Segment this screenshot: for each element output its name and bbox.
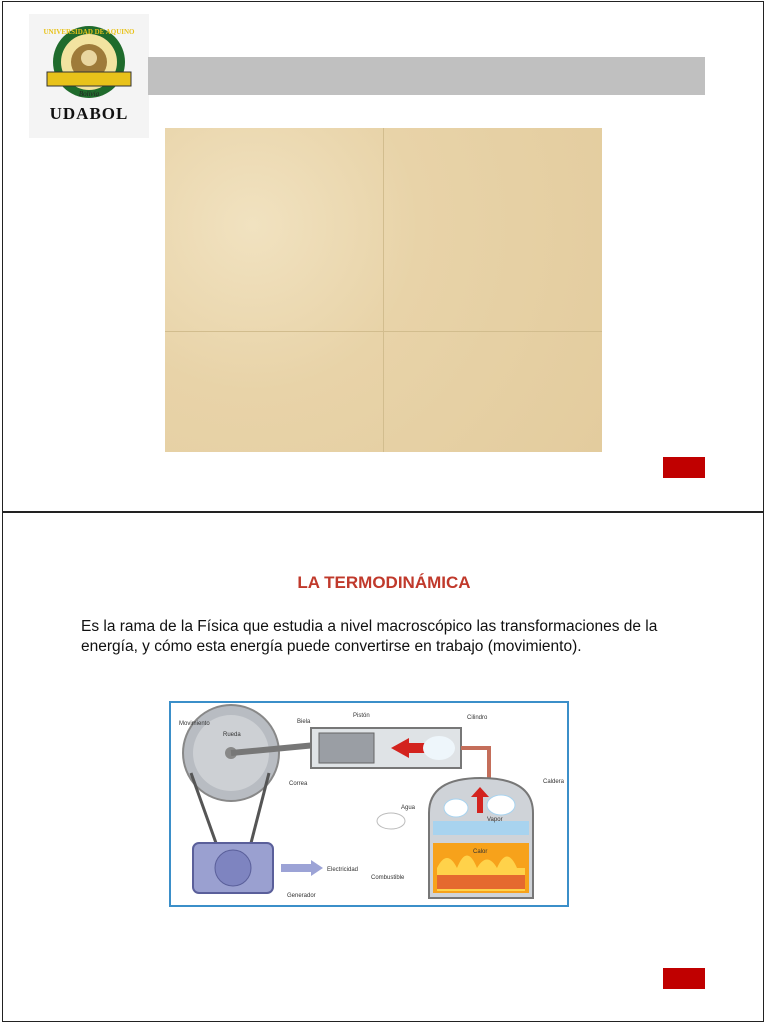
slide-marker bbox=[663, 457, 705, 478]
parchment-background bbox=[165, 128, 602, 452]
label-cilindro: Cilindro bbox=[467, 715, 488, 721]
title-bar bbox=[148, 57, 705, 95]
steam-engine-diagram bbox=[169, 701, 569, 907]
logo-country: Bolivia bbox=[78, 90, 100, 98]
label-generador: Generador bbox=[287, 893, 316, 899]
label-electricidad: Electricidad bbox=[327, 867, 359, 873]
label-combustible: Combustible bbox=[371, 875, 405, 881]
label-vapor: Vapor bbox=[487, 817, 503, 823]
logo-university-text: UNIVERSIDAD DE AQUINO bbox=[43, 28, 135, 36]
label-biela: Biela bbox=[297, 719, 311, 725]
label-piston: Pistón bbox=[353, 713, 370, 719]
divider bbox=[165, 331, 602, 332]
slide-paragraph: Es la rama de la Física que estudia a nivel macroscópico las transformaciones de la energía, y cómo esta energía puede convertirse en trabajo (movimiento). bbox=[81, 618, 658, 655]
label-correa: Correa bbox=[289, 781, 308, 787]
label-calor: Calor bbox=[473, 849, 488, 855]
label-movimiento: Movimiento bbox=[179, 721, 210, 727]
udabol-logo bbox=[29, 14, 149, 138]
slide-marker bbox=[663, 968, 705, 989]
slide-2 bbox=[2, 512, 764, 1022]
university-crest-icon bbox=[41, 22, 137, 102]
label-rueda: Rueda bbox=[223, 732, 241, 738]
logo-name: UDABOL bbox=[49, 104, 129, 123]
slide-title: LA TERMODINÁMICA bbox=[297, 573, 471, 592]
label-caldera: Caldera bbox=[543, 779, 565, 785]
divider bbox=[383, 128, 384, 452]
piston-icon bbox=[319, 733, 374, 763]
slide-1 bbox=[2, 1, 764, 512]
label-agua: Agua bbox=[401, 805, 416, 811]
